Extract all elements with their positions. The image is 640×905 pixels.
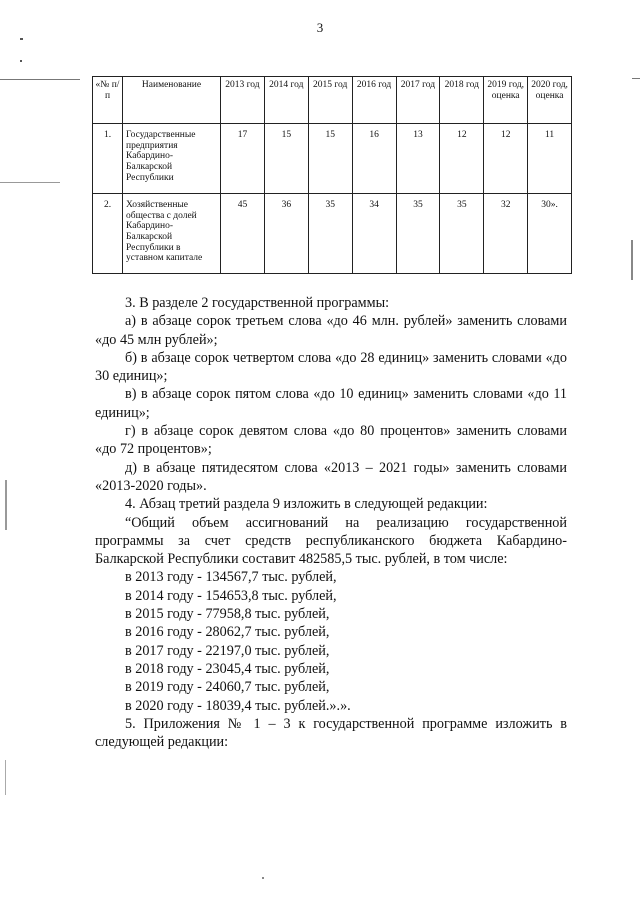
row-name: Хозяйственные общества с долей Кабардино-Балкарской Республики в уставном капитале bbox=[123, 194, 221, 274]
header-cell: 2016 год bbox=[352, 77, 396, 124]
list-item: в 2017 году - 22197,0 тыс. рублей, bbox=[125, 642, 330, 659]
table-row bbox=[93, 194, 572, 274]
table-row bbox=[93, 124, 572, 194]
list-item: в 2020 году - 18039,4 тыс. рублей.».». bbox=[125, 697, 351, 714]
page-number: 3 bbox=[316, 20, 324, 35]
header-cell: 2018 год bbox=[440, 77, 484, 124]
table-cell: 35 bbox=[308, 194, 352, 274]
row-number: 1. bbox=[93, 124, 123, 194]
body-text bbox=[95, 294, 567, 751]
scan-mark bbox=[0, 182, 60, 183]
table-cell: 15 bbox=[264, 124, 308, 194]
table-cell: 35 bbox=[396, 194, 440, 274]
paragraph: а) в абзаце сорок третьем слова «до 46 млн. рублей» заменить словами «до 45 млн рублей»; bbox=[95, 313, 567, 348]
paragraph: 4. Абзац третий раздела 9 изложить в следующей редакции: bbox=[125, 496, 488, 513]
scan-mark bbox=[631, 240, 633, 280]
list-item: в 2014 году - 154653,8 тыс. рублей, bbox=[125, 587, 337, 604]
scan-mark bbox=[262, 877, 264, 879]
row-name: Государственные предприятия Кабардино-Балкарской Республики bbox=[123, 124, 221, 194]
row-number: 2. bbox=[93, 194, 123, 274]
paragraph: в) в абзаце сорок пятом слова «до 10 единиц» заменить словами «до 11 единиц»; bbox=[95, 386, 567, 421]
header-cell: Наименование bbox=[123, 77, 221, 124]
header-cell: «№ п/п bbox=[93, 77, 123, 124]
table-cell: 34 bbox=[352, 194, 396, 274]
list-item: в 2015 году - 77958,8 тыс. рублей, bbox=[125, 606, 330, 623]
table-header-row bbox=[93, 77, 572, 124]
paragraph: б) в абзаце сорок четвертом слова «до 28 единиц» заменить словами «до 30 единиц»; bbox=[95, 349, 567, 385]
scan-mark bbox=[0, 79, 80, 80]
header-cell: 2019 год, оценка bbox=[484, 77, 528, 124]
header-cell: 2015 год bbox=[308, 77, 352, 124]
header-cell: 2014 год bbox=[264, 77, 308, 124]
paragraph: г) в абзаце сорок девятом слова «до 80 процентов» заменить словами «до 72 процентов»; bbox=[95, 423, 567, 458]
table-cell: 32 bbox=[484, 194, 528, 274]
table-cell: 11 bbox=[528, 124, 572, 194]
scan-mark bbox=[5, 480, 7, 530]
list-item: в 2016 году - 28062,7 тыс. рублей, bbox=[125, 624, 330, 641]
enterprises-table bbox=[92, 76, 572, 274]
list-item: в 2019 году - 24060,7 тыс. рублей, bbox=[125, 679, 330, 696]
table-cell: 45 bbox=[221, 194, 265, 274]
header-cell: 2013 год bbox=[221, 77, 265, 124]
paragraph: 5. Приложения № 1 – 3 к государственной программе изложить в следующей редакции: bbox=[95, 715, 567, 751]
table-cell: 30». bbox=[528, 194, 572, 274]
scan-mark bbox=[5, 760, 6, 795]
table-cell: 12 bbox=[484, 124, 528, 194]
paragraph: 3. В разделе 2 государственной программы: bbox=[125, 295, 390, 311]
header-cell: 2020 год, оценка bbox=[528, 77, 572, 124]
table-cell: 35 bbox=[440, 194, 484, 274]
table-cell: 12 bbox=[440, 124, 484, 194]
table-cell: 16 bbox=[352, 124, 396, 194]
table-cell: 13 bbox=[396, 124, 440, 194]
scan-mark bbox=[20, 60, 22, 62]
paragraph: д) в абзаце пятидесятом слова «2013 – 2021 годы» заменить словами «2013-2020 годы». bbox=[95, 459, 567, 494]
scan-mark bbox=[632, 78, 640, 79]
list-item: в 2018 году - 23045,4 тыс. рублей, bbox=[125, 660, 330, 677]
list-item: в 2013 году - 134567,7 тыс. рублей, bbox=[125, 569, 337, 586]
table-cell: 17 bbox=[221, 124, 265, 194]
table-cell: 36 bbox=[264, 194, 308, 274]
scan-mark bbox=[20, 38, 23, 40]
table-cell: 15 bbox=[308, 124, 352, 194]
header-cell: 2017 год bbox=[396, 77, 440, 124]
paragraph: “Общий объем ассигнований на реализацию государственной программы за счет средств республиканского бюджета Кабардино-Балкарской Республики составит 482585,5 тыс. рублей, в том числе: bbox=[95, 514, 567, 568]
